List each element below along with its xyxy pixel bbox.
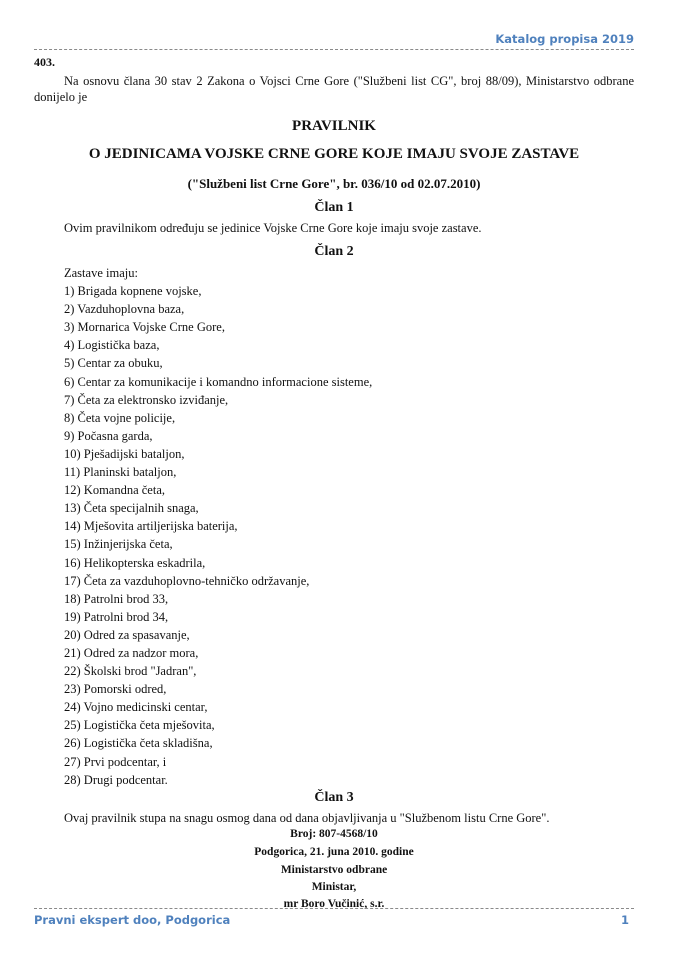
article-1-text: Ovim pravilnikom određuju se jedinice Vojske Crne Gore koje imaju svoje zastave.	[64, 221, 482, 235]
list-item: 23) Pomorski odred,	[64, 682, 167, 697]
page-header	[34, 32, 634, 50]
document-subtitle: O JEDINICAMA VOJSKE CRNE GORE KOJE IMAJU SVOJE ZASTAVE	[88, 146, 580, 162]
article-1-heading: Član 1	[314, 200, 354, 215]
header-divider	[34, 49, 634, 50]
list-item: 28) Drugi podcentar.	[64, 772, 168, 787]
list-item: 4) Logistička baza,	[64, 338, 160, 353]
list-item: 20) Odred za spasavanje,	[64, 627, 190, 642]
list-item: 16) Helikopterska eskadrila,	[64, 555, 206, 570]
list-item: 2) Vazduhoplovna baza,	[64, 302, 185, 317]
list-item: 15) Inžinjerijska četa,	[64, 537, 173, 552]
list-item: 27) Prvi podcentar, i	[64, 754, 167, 769]
list-item: 21) Odred za nadzor mora,	[64, 645, 199, 660]
document-title: PRAVILNIK	[292, 118, 376, 134]
list-lead: Zastave imaju:	[64, 266, 138, 280]
list-item: 1) Brigada kopnene vojske,	[64, 284, 202, 299]
signature-name: mr Boro Vučinić, s.r.	[283, 898, 385, 910]
header-title: Katalog propisa 2019	[495, 32, 634, 46]
signature-role: Ministar,	[311, 881, 357, 893]
list-item: 9) Počasna garda,	[64, 428, 153, 443]
intro-paragraph: Na osnovu člana 30 stav 2 Zakona o Vojsci Crne Gore ("Službeni list CG", broj 88/09), Ministarstvo odbrane donijelo je	[34, 74, 634, 104]
gazette-reference: ("Službeni list Crne Gore", br. 036/10 od 02.07.2010)	[187, 176, 481, 191]
signature-place-date: Podgorica, 21. juna 2010. godine	[254, 846, 414, 858]
article-3-text: Ovaj pravilnik stupa na snagu osmog dana od dana objavljivanja u "Službenom listu Crne Gore".	[64, 811, 550, 825]
list-item: 18) Patrolni brod 33,	[64, 591, 169, 606]
footer-publisher: Pravni ekspert doo, Podgorica	[34, 913, 231, 927]
list-item: 6) Centar za komunikacije i komandno informacione sisteme,	[64, 374, 373, 389]
signature-ministry: Ministarstvo odbrane	[280, 864, 388, 876]
list-item: 10) Pješadijski bataljon,	[64, 446, 185, 461]
list-item: 13) Četa specijalnih snaga,	[64, 501, 199, 516]
list-item: 12) Komandna četa,	[64, 483, 166, 498]
list-item: 22) Školski brod "Jadran",	[64, 664, 197, 679]
list-item: 26) Logistička četa skladišna,	[64, 736, 213, 751]
list-item: 17) Četa za vazduhoplovno-tehničko održavanje,	[64, 573, 310, 588]
article-2-heading: Član 2	[314, 244, 354, 259]
list-item: 3) Mornarica Vojske Crne Gore,	[64, 320, 225, 335]
article-2-list	[64, 264, 372, 789]
list-item: 5) Centar za obuku,	[64, 356, 163, 371]
list-item: 25) Logistička četa mješovita,	[64, 718, 215, 733]
list-item: 11) Planinski bataljon,	[64, 465, 177, 480]
signature-number: Broj: 807-4568/10	[290, 828, 378, 840]
article-3-heading: Član 3	[314, 790, 354, 805]
list-item: 8) Četa vojne policije,	[64, 410, 176, 425]
document-number: 403.	[34, 55, 55, 69]
list-item: 19) Patrolni brod 34,	[64, 609, 169, 624]
list-item: 14) Mješovita artiljerijska baterija,	[64, 519, 238, 534]
page-number: 1	[620, 913, 629, 927]
footer-divider	[34, 908, 634, 909]
list-item: 7) Četa za elektronsko izviđanje,	[64, 392, 229, 407]
list-item: 24) Vojno medicinski centar,	[64, 700, 208, 715]
